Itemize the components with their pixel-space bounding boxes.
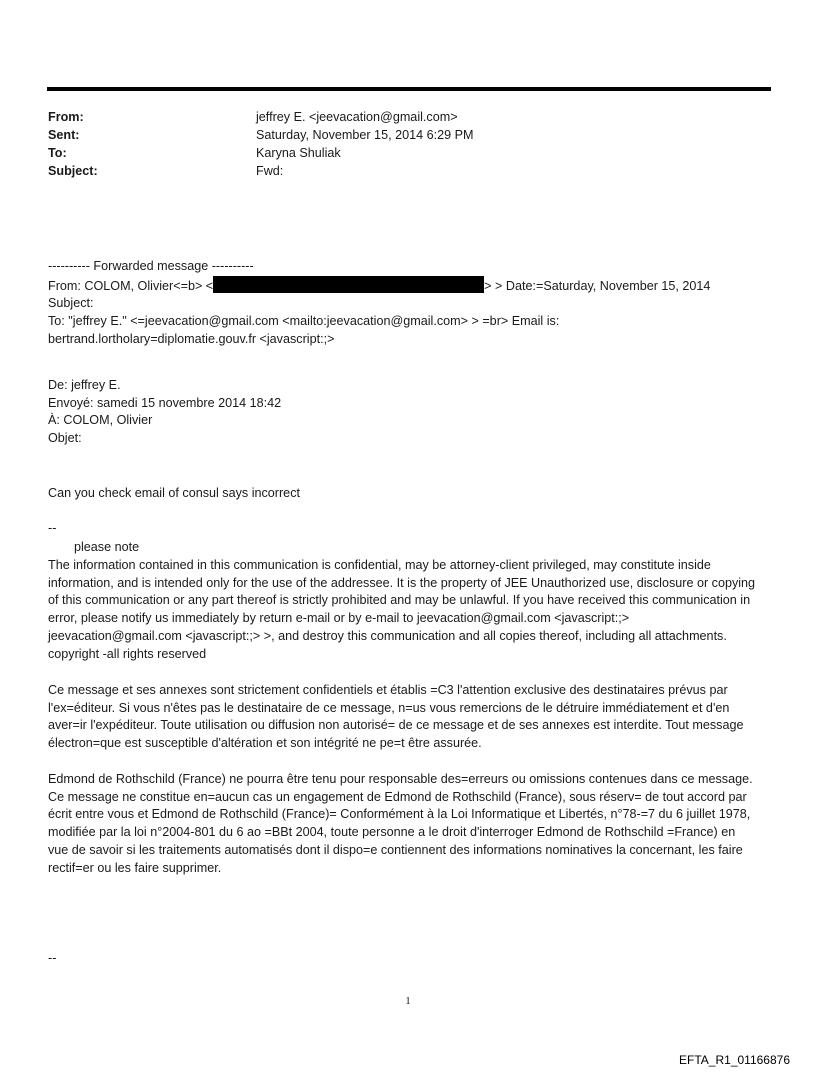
forwarded-from-suffix: > > Date:=Saturday, November 15, 2014 — [484, 278, 711, 293]
page-number: 1 — [405, 995, 411, 1007]
from-value: jeffrey E. <jeevacation@gmail.com> — [256, 110, 458, 124]
to-row — [48, 144, 473, 162]
forwarded-email-line: bertrand.lortholary=diplomatie.gouv.fr <javascript:;> — [48, 331, 335, 346]
to-value: Karyna Shuliak — [256, 146, 341, 160]
please-note: please note — [74, 540, 140, 554]
redaction-bar — [213, 276, 484, 293]
french-header-block — [48, 377, 778, 448]
disclaimer-english: The information contained in this communication is confidential, may be attorney-client privileged, may constitute inside information, and is intended only for the use of the addressee. It is the property of JEE Unauthorized use, disclosure or copying of this communication or any part thereof is strictly prohibited and may be unlawful. If you have received this communication in error, please notify us immediately by return e-mail or by e-mail to jeevacation@gmail.com <javascript:;> jeevacation@gmail.com <javascript:;> >, and destroy this communication and all copies thereof, including all attachments. copyright -all rights reserved — [48, 558, 756, 661]
sent-label: Sent: — [48, 128, 80, 142]
sent-row — [48, 126, 473, 144]
to-label: To: — [48, 146, 67, 160]
forwarded-separator: ---------- Forwarded message ---------- — [48, 259, 254, 273]
closing-dash: -- — [48, 951, 57, 965]
subject-row — [48, 162, 473, 180]
french-a: À: COLOM, Olivier — [48, 413, 153, 428]
french-envoye: Envoyé: samedi 15 novembre 2014 18:42 — [48, 395, 282, 410]
from-label: From: — [48, 110, 84, 124]
forwarded-from-prefix: From: COLOM, Olivier<=b> < — [48, 278, 214, 293]
header-rule — [47, 87, 771, 91]
forwarded-message-block — [48, 258, 778, 349]
french-de: De: jeffrey E. — [48, 378, 121, 392]
bates-number: EFTA_R1_01166876 — [679, 1053, 790, 1067]
from-row — [48, 108, 473, 126]
signature-dash: -- — [48, 521, 57, 535]
forwarded-to-line: To: "jeffrey E." <=jeevacation@gmail.com <mailto:jeevacation@gmail.com> > =br> Email is: — [48, 314, 560, 329]
rothschild-notice: Edmond de Rothschild (France) ne pourra être tenu pour responsable des=erreurs ou omissions contenues dans ce message. Ce message ne constitue en=aucun cas un engagement de Edmond de Rothschild (France), sous réserv= de tout accord par écrit entre vous et Edmond de Rothschild (France)= Conformément à la Loi Informatique et Libertés, n°78-=7 du 6 juillet 1978, modifiée par la loi n°2004-801 du 6 ao =BBt 2004, toute personne a le droit d'interroger Edmond de Rothschild =France) en vue de savoir si les traitements automatisés dont il dispo=e contiennent des informations nominatives la concernant, les faire rectif=er ou les faire supprimer. — [48, 772, 753, 875]
forwarded-subject-line: Subject: — [48, 296, 94, 311]
subject-value: Fwd: — [256, 164, 284, 178]
subject-label: Subject: — [48, 164, 98, 178]
sent-value: Saturday, November 15, 2014 6:29 PM — [256, 128, 474, 142]
french-objet: Objet: — [48, 431, 82, 446]
message-text: Can you check email of consul says incorrect — [48, 486, 300, 500]
disclaimer-french: Ce message et ses annexes sont strictement confidentiels et établis =C3 l'attention exclusive des destinataires prévus par l'ex=éditeur. Si vous n'êtes pas le destinataire de ce message, n=us vous remercions de le détruire immédiatement et d'en aver=ir l'expéditeur. Toute utilisation ou diffusion non autorisé= de ce message et de ses annexes est interdite. Tout message électron=que est susceptible d'altération et son intégrité ne pe=t être assurée. — [48, 683, 744, 751]
forwarded-from-line — [48, 276, 778, 296]
email-header — [48, 108, 473, 180]
